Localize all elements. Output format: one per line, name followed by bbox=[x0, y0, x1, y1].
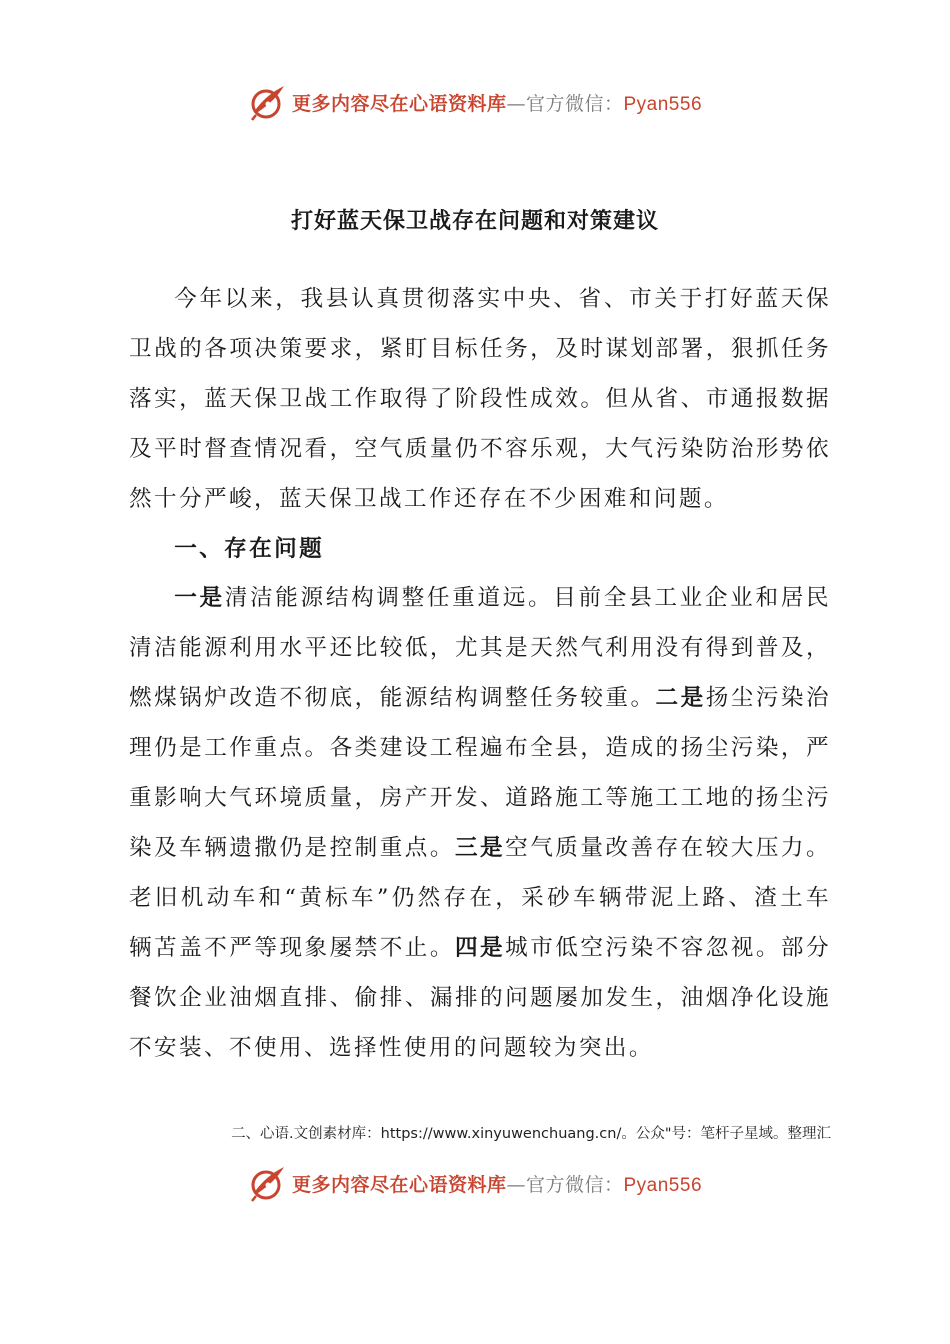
intro-paragraph: 今年以来，我县认真贯彻落实中央、省、市关于打好蓝天保卫战的各项决策要求，紧盯目标任务，及时谋划部署，狠抓任务落实，蓝天保卫战工作取得了阶段性成效。但从省、市通报数据及平时督查情况看，空气质量仍不容乐观，大气污染防治形势依然十分严峻，蓝天保卫战工作还存在不少困难和问题。 bbox=[129, 286, 831, 512]
problems-paragraph bbox=[129, 574, 831, 1073]
problem-lead: 三是 bbox=[454, 834, 506, 861]
document-body bbox=[129, 275, 831, 1074]
section-heading: 一、存在问题 bbox=[174, 535, 325, 562]
banner-text bbox=[292, 89, 702, 116]
footer-banner bbox=[0, 1163, 950, 1203]
banner-brand: 更多内容尽在心语资料库 bbox=[291, 1173, 507, 1196]
quill-logo-icon bbox=[248, 82, 288, 122]
document-title: 打好蓝天保卫战存在问题和对策建议 bbox=[290, 208, 659, 234]
banner-separator: — bbox=[506, 92, 526, 115]
banner-wechat-id: Pyan556 bbox=[623, 93, 703, 115]
problem-text: 扬尘污染治理仍是工作重点。各类建设工程遍布全县，造成的扬尘污染，严重影响大气环境质量，房产开发、道路施工等施工工地的扬尘污染及车辆遗撒仍是控制重点。 bbox=[129, 685, 831, 861]
problem-lead: 一是 bbox=[174, 585, 225, 612]
header-banner bbox=[0, 82, 950, 122]
problem-lead: 四是 bbox=[454, 934, 506, 961]
problem-lead: 二是 bbox=[655, 685, 706, 712]
banner-text bbox=[292, 1170, 702, 1197]
banner-wechat-id: Pyan556 bbox=[623, 1174, 703, 1196]
problem-text: 城市低空污染不容忽视。部分餐饮企业油烟直排、偷排、漏排的问题屡加发生，油烟净化设施不安装、不使用、选择性使用的问题较为突出。 bbox=[129, 934, 832, 1061]
quill-logo-icon bbox=[248, 1163, 288, 1203]
banner-wechat-label: 官方微信： bbox=[525, 92, 624, 115]
banner-wechat-label: 官方微信： bbox=[525, 1173, 624, 1196]
source-footnote: 二、心语.文创素材库：https://www.xinyuwenchuang.cn/。公众"号：笔杆子星域。整理汇 bbox=[231, 1126, 831, 1142]
banner-separator: — bbox=[506, 1173, 526, 1196]
problem-text: 清洁能源结构调整任重道远。目前全县工业企业和居民清洁能源利用水平还比较低，尤其是天然气利用没有得到普及，燃煤锅炉改造不彻底，能源结构调整任务较重。 bbox=[129, 585, 831, 712]
problem-text: 空气质量改善存在较大压力。老旧机动车和“黄标车”仍然存在，采砂车辆带泥上路、渣土车辆苫盖不严等现象屡禁不止。 bbox=[129, 834, 832, 961]
banner-brand: 更多内容尽在心语资料库 bbox=[291, 92, 507, 115]
